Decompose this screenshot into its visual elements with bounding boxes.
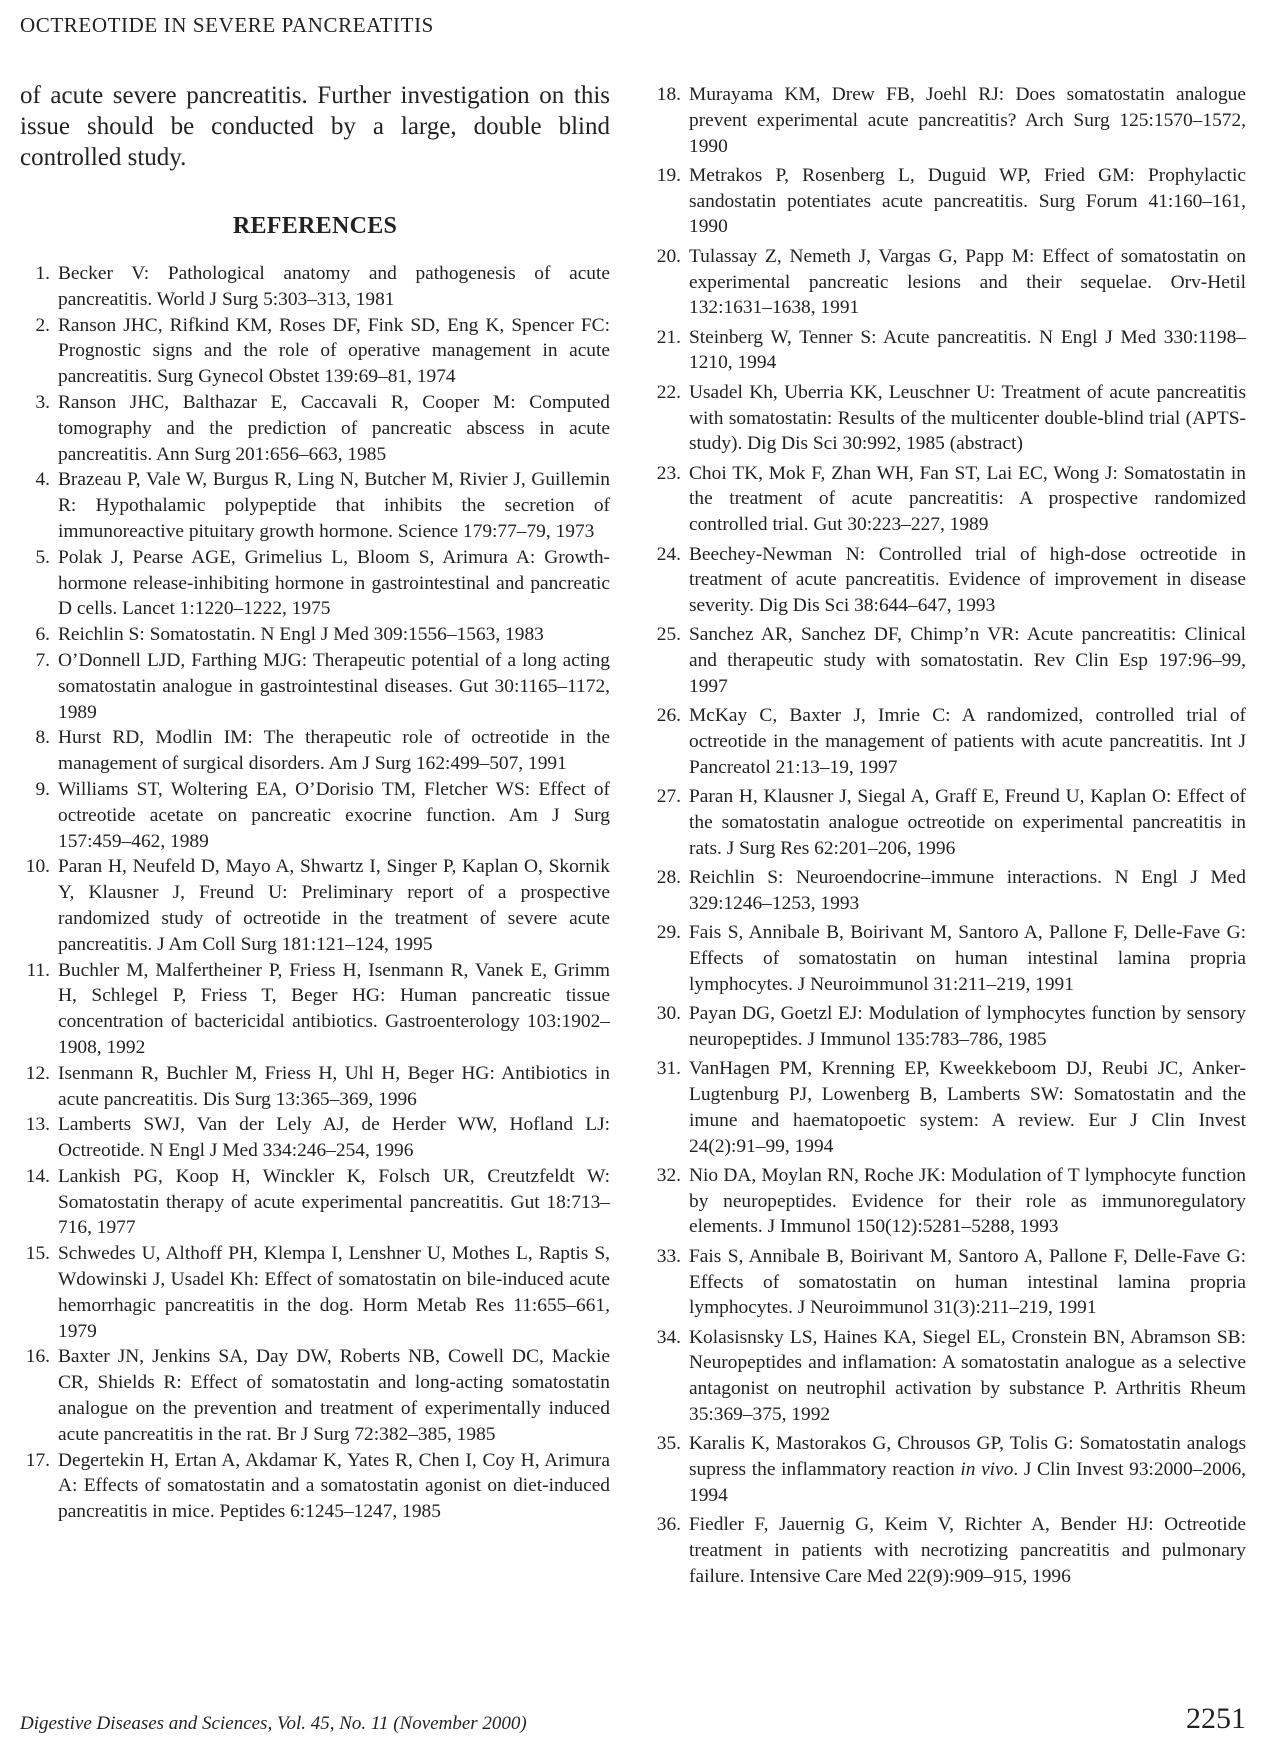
reference-number: 27. — [656, 786, 681, 808]
reference-item — [651, 1325, 1246, 1428]
reference-text: Murayama KM, Drew FB, Joehl RJ: Does somatostatin analogue prevent experimental acute pancreatitis? Arch Surg 125:1570–1572, 1990 — [689, 84, 1246, 157]
reference-number: 10. — [25, 856, 50, 878]
reference-item — [20, 1448, 610, 1525]
reference-text: Reichlin S: Neuroendocrine–immune interactions. N Engl J Med 329:1246–1253, 1993 — [689, 867, 1246, 914]
reference-text: Fais S, Annibale B, Boirivant M, Santoro A, Pallone F, Delle-Fave G: Effects of somatostatin on human intestinal lamina propria lymphocytes. J Neuroimmunol 31:211–219, 1991 — [689, 922, 1246, 995]
reference-item — [20, 1061, 610, 1113]
reference-number: 23. — [656, 462, 681, 484]
reference-text: Lankish PG, Koop H, Winckler K, Folsch UR, Creutzfeldt W: Somatostatin therapy of acute experimental pancreatitis. Gut 18:713–716, 1977 — [58, 1165, 610, 1239]
intro-paragraph: of acute severe pancreatitis. Further investigation on this issue should be conducted by a large, double blind controlled study. — [20, 82, 610, 171]
reference-item — [651, 920, 1246, 997]
reference-item — [20, 725, 610, 777]
reference-text: Choi TK, Mok F, Zhan WH, Fan ST, Lai EC, Wong J: Somatostatin in the treatment of acute pancreatitis: A prospective randomized controlled trial. Gut 30:223–227, 1989 — [689, 462, 1246, 536]
reference-number: 22. — [656, 381, 681, 403]
reference-text: Usadel Kh, Uberria KK, Leuschner U: Treatment of acute pancreatitis with somatostatin: Results of the multicenter double-blind trial (APTS-study). Dig Dis Sci 30:992, 1985 (abstract) — [689, 381, 1246, 455]
reference-number: 13. — [25, 1114, 50, 1136]
reference-item — [20, 1344, 610, 1447]
reference-number: 3. — [35, 391, 50, 413]
journal-citation: Digestive Diseases and Sciences, Vol. 45, No. 11 (November 2000) — [20, 1713, 527, 1734]
reference-item — [20, 854, 610, 957]
reference-text: Ranson JHC, Rifkind KM, Roses DF, Fink SD, Eng K, Spencer FC: Prognostic signs and the role of operative management in acute pancreatitis. Surg Gynecol Obstet 139:69–81, 1974 — [58, 314, 610, 388]
reference-number: 16. — [25, 1346, 50, 1368]
reference-text: Paran H, Neufeld D, Mayo A, Shwartz I, Singer P, Kaplan O, Skornik Y, Klausner J, Freund U: Preliminary report of a prospective randomized study of octreotide in the treatment of severe acute pancreatitis. J Am Coll Surg 181:121–124, 1995 — [58, 856, 610, 955]
reference-item — [651, 244, 1246, 321]
left-column — [20, 80, 610, 1525]
reference-text: Becker V: Pathological anatomy and pathogenesis of acute pancreatitis. World J Surg 5:303–313, 1981 — [58, 263, 610, 310]
reference-item — [20, 545, 610, 622]
reference-number: 5. — [35, 546, 50, 568]
reference-item — [651, 325, 1246, 377]
reference-item — [651, 622, 1246, 699]
reference-number: 14. — [25, 1165, 50, 1187]
page-number: 2251 — [1186, 1702, 1246, 1735]
reference-item — [20, 467, 610, 544]
reference-item — [651, 82, 1246, 159]
reference-item — [651, 1512, 1246, 1589]
reference-item — [651, 461, 1246, 538]
reference-text: Nio DA, Moylan RN, Roche JK: Modulation of T lymphocyte function by neuropeptides. Evidence for their role as immunoregulatory elements. J Immunol 150(12):5281–5288, 1993 — [689, 1164, 1246, 1238]
reference-item — [651, 1163, 1246, 1240]
reference-text: Beechey-Newman N: Controlled trial of high-dose octreotide in treatment of acute pancreatitis. Evidence of improvement in disease severity. Dig Dis Sci 38:644–647, 1993 — [689, 543, 1246, 617]
reference-number: 19. — [656, 164, 681, 186]
reference-text: Tulassay Z, Nemeth J, Vargas G, Papp M: Effect of somatostatin on experimental pancreatic lesions and their sequelae. Orv-Hetil 132:1631–1638, 1991 — [689, 245, 1246, 319]
reference-number: 28. — [656, 867, 681, 889]
reference-text: Polak J, Pearse AGE, Grimelius L, Bloom S, Arimura A: Growth-hormone release-inhibiting hormone in gastrointestinal and pancreatic D cells. Lancet 1:1220–1222, 1975 — [58, 546, 610, 620]
reference-list-left — [20, 261, 610, 1525]
reference-text: Fiedler F, Jauernig G, Keim V, Richter A, Bender HJ: Octreotide treatment in patients with necrotizing pancreatitis and pulmonary failure. Intensive Care Med 22(9):909–915, 1996 — [689, 1514, 1246, 1587]
reference-item — [651, 784, 1246, 861]
reference-text: Williams ST, Woltering EA, O’Dorisio TM, Fletcher WS: Effect of octreotide acetate on pancreatic exocrine function. Am J Surg 157:459–462, 1989 — [58, 778, 610, 852]
reference-text: Paran H, Klausner J, Siegal A, Graff E, Freund U, Kaplan O: Effect of the somatostatin analogue octreotide on experimental pancreatitis in rats. J Surg Res 62:201–206, 1996 — [689, 786, 1246, 859]
reference-text: Degertekin H, Ertan A, Akdamar K, Yates R, Chen I, Coy H, Arimura A: Effects of somatostatin and a somatostatin agonist on diet-induced pancreatitis in mice. Peptides 6:1245–1247, 1985 — [58, 1449, 610, 1523]
reference-number: 12. — [25, 1062, 50, 1084]
running-title: OCTREOTIDE IN SEVERE PANCREATITIS — [20, 13, 434, 37]
reference-item — [651, 1244, 1246, 1321]
reference-text: Karalis K, Mastorakos G, Chrousos GP, Tolis G: Somatostatin analogs supress the inflammatory reaction in vivo. J Clin Invest 93:2000–2006, 1994 — [689, 1433, 1247, 1506]
reference-number: 34. — [656, 1326, 681, 1348]
reference-number: 32. — [656, 1164, 681, 1186]
reference-item — [651, 1431, 1246, 1508]
reference-number: 9. — [35, 778, 50, 800]
reference-item — [20, 622, 610, 648]
reference-list-right — [651, 82, 1246, 1590]
reference-item — [651, 380, 1246, 457]
reference-text: McKay C, Baxter J, Imrie C: A randomized, controlled trial of octreotide in the management of patients with acute pancreatitis. Int J Pancreatol 21:13–19, 1997 — [689, 705, 1246, 778]
reference-text: Schwedes U, Althoff PH, Klempa I, Lenshner U, Mothes L, Raptis S, Wdowinski J, Usadel Kh: Effect of somatostatin on bile-induced acute hemorrhagic pancreatitis in the dog. Horm Metab Res 11:655–661, 1979 — [58, 1243, 610, 1342]
reference-number: 20. — [656, 245, 681, 267]
right-column — [651, 82, 1246, 1593]
reference-item — [20, 1241, 610, 1344]
reference-number: 6. — [35, 624, 50, 646]
reference-text: Buchler M, Malfertheiner P, Friess H, Isenmann R, Vanek E, Grimm H, Schlegel P, Friess T, Beger HG: Human pancreatic tissue concentration of bactericidal antibiotics. Gastroenterology 103:1902–1908, 1992 — [58, 959, 610, 1058]
reference-item — [20, 1164, 610, 1241]
reference-item — [20, 261, 610, 313]
references-heading: REFERENCES — [232, 213, 398, 239]
reference-text: Fais S, Annibale B, Boirivant M, Santoro A, Pallone F, Delle-Fave G: Effects of somatostatin on human intestinal lamina propria lymphocytes. J Neuroimmunol 31(3):211–219, 1991 — [689, 1245, 1246, 1319]
reference-text: Baxter JN, Jenkins SA, Day DW, Roberts NB, Cowell DC, Mackie CR, Shields R: Effect of somatostatin and long-acting somatostatin analogue on the prevention and treatment of experimentally induced acute pancreatitis in the rat. Br J Surg 72:382–385, 1985 — [58, 1346, 610, 1445]
reference-text: Kolasisnsky LS, Haines KA, Siegel EL, Cronstein BN, Abramson SB: Neuropeptides and inflamation: A somatostatin analogue as a selective antagonist on neutrophil activation by substance P. Arthritis Rheum 35:369–375, 1992 — [689, 1326, 1246, 1426]
reference-text: Lamberts SWJ, Van der Lely AJ, de Herder WW, Hofland LJ: Octreotide. N Engl J Med 334:246–254, 1996 — [58, 1114, 610, 1162]
reference-text: Isenmann R, Buchler M, Friess H, Uhl H, Beger HG: Antibiotics in acute pancreatitis. Dis Surg 13:365–369, 1996 — [58, 1062, 610, 1110]
reference-number: 33. — [656, 1245, 681, 1267]
reference-item — [651, 542, 1246, 619]
reference-text: Reichlin S: Somatostatin. N Engl J Med 309:1556–1563, 1983 — [58, 624, 544, 646]
reference-number: 8. — [35, 727, 50, 749]
reference-text: O’Donnell LJD, Farthing MJG: Therapeutic potential of a long acting somatostatin analogue in gastrointestinal diseases. Gut 30:1165–1172, 1989 — [58, 649, 610, 723]
reference-number: 11. — [26, 959, 50, 981]
reference-item — [651, 703, 1246, 780]
reference-number: 4. — [35, 469, 50, 491]
reference-number: 2. — [35, 314, 50, 336]
reference-number: 1. — [35, 263, 50, 284]
reference-text: VanHagen PM, Krenning EP, Kweekkeboom DJ, Reubi JC, Anker-Lugtenburg PJ, Lowenberg B, Lamberts SW: Somatostatin and the imune and haematopoetic system: A review. Eur J Clin Invest 24(2):91–99, 1994 — [689, 1058, 1246, 1157]
reference-number: 29. — [656, 922, 681, 944]
reference-item — [20, 390, 610, 467]
reference-item — [20, 648, 610, 725]
reference-text: Brazeau P, Vale W, Burgus R, Ling N, Butcher M, Rivier J, Guillemin R: Hypothalamic polypeptide that inhibits the secretion of immunoreactive pituitary growth hormone. Science 179:77–79, 1973 — [58, 469, 610, 542]
reference-item — [20, 1112, 610, 1164]
reference-number: 26. — [656, 705, 681, 727]
reference-item — [20, 958, 610, 1061]
reference-text: Ranson JHC, Balthazar E, Caccavali R, Cooper M: Computed tomography and the prediction of pancreatic abscess in acute pancreatitis. Ann Surg 201:656–663, 1985 — [58, 391, 610, 465]
reference-number: 36. — [656, 1514, 681, 1536]
reference-number: 18. — [656, 84, 681, 105]
reference-text: Hurst RD, Modlin IM: The therapeutic role of octreotide in the management of surgical disorders. Am J Surg 162:499–507, 1991 — [58, 727, 610, 775]
reference-text: Payan DG, Goetzl EJ: Modulation of lymphocytes function by sensory neuropeptides. J Immunol 135:783–786, 1985 — [689, 1003, 1246, 1050]
reference-number: 30. — [656, 1003, 681, 1025]
reference-text: Steinberg W, Tenner S: Acute pancreatitis. N Engl J Med 330:1198–1210, 1994 — [689, 326, 1246, 374]
reference-item — [20, 777, 610, 854]
reference-text: Metrakos P, Rosenberg L, Duguid WP, Fried GM: Prophylactic sandostatin potentiates acute pancreatitis. Surg Forum 41:160–161, 1990 — [689, 164, 1246, 238]
reference-number: 35. — [656, 1433, 681, 1455]
reference-number: 17. — [25, 1449, 50, 1471]
reference-number: 21. — [656, 326, 681, 348]
reference-number: 24. — [656, 543, 681, 565]
reference-item — [651, 865, 1246, 917]
reference-item — [651, 1001, 1246, 1053]
reference-number: 31. — [656, 1058, 681, 1080]
reference-number: 25. — [656, 624, 681, 646]
reference-number: 15. — [25, 1243, 50, 1265]
reference-item — [20, 313, 610, 390]
reference-item — [651, 1056, 1246, 1159]
reference-item — [651, 163, 1246, 240]
reference-number: 7. — [35, 649, 50, 671]
reference-text: Sanchez AR, Sanchez DF, Chimp’n VR: Acute pancreatitis: Clinical and therapeutic study with somatostatin. Rev Clin Esp 197:96–99, 1997 — [689, 624, 1246, 698]
